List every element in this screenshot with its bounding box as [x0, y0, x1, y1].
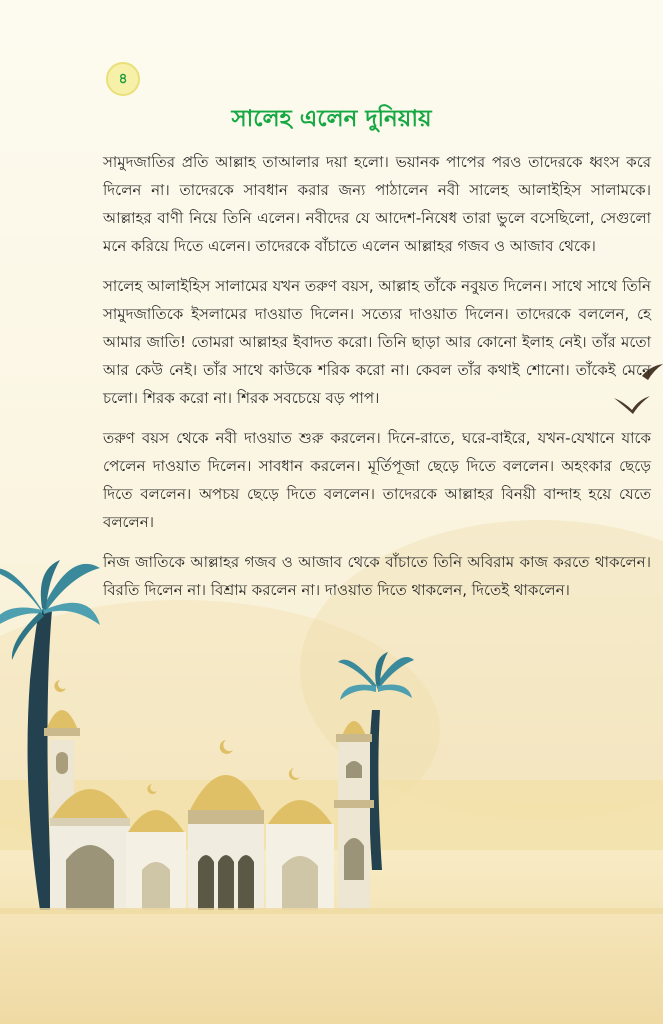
crescent-icon — [289, 768, 300, 780]
mosque-icon — [50, 740, 334, 910]
paragraph: সামুদজাতির প্রতি আল্লাহ তাআলার দয়া হলো। ভয়ানক পাপের পরও তাদেরকে ধ্বংস করে দিলেন না। তাদেরকে সাবধান করার জন্য পাঠালেন নবী সালেহ আলাইহিস সালামকে। আল্লাহর বাণী নিয়ে তিনি এলেন। নবীদের যে আদেশ-নিষেধ তারা ভুলে বসেছিলো, সেগুলো মনে করিয়ে দিতে এলেন। তাদেরকে বাঁচাতে এলেন আল্লাহর গজব ও আজাব থেকে। — [103, 153, 651, 255]
paragraph: নিজ জাতিকে আল্লাহর গজব ও আজাব থেকে বাঁচাতে তিনি অবিরাম কাজ করতে থাকলেন। বিরতি দিলেন না। বিশ্রাম করলেন না। দাওয়াত দিতে থাকলেন, দিতেই থাকলেন। — [103, 553, 651, 599]
paragraph: সালেহ আলাইহিস সালামের যখন তরুণ বয়স, আল্লাহ তাঁকে নবুয়ত দিলেন। সাথে সাথে তিনি সামুদজাতিকে ইসলামের দাওয়াত দিলেন। সত্যের দাওয়াত দিলেন। তাদেরকে বললেন, হে আমার জাতি! তোমরা আল্লাহর ইবাদত করো। তিনি ছাড়া আর কোনো ইলাহ নেই। তাঁর মতো আর কেউ নেই। তাঁর সাথে কাউকে শরিক করো না। কেবল তাঁর কথাই শোনো। তাঁকেই মেনে চলো। শিরক করো না। শিরক সবচেয়ে বড় পাপ। — [103, 277, 651, 407]
paragraph: তরুণ বয়স থেকে নবী দাওয়াত শুরু করলেন। দিনে-রাতে, ঘরে-বাইরে, যখন-যেখানে যাকে পেলেন দাওয়াত দিলেন। সাবধান করলেন। মূর্তিপূজা ছেড়ে দিতে বললেন। অহংকার ছেড়ে দিতে বললেন। অপচয় ছেড়ে দিতে বললেন। তাদেরকে আল্লাহর বিনয়ী বান্দাহ হয়ে যেতে বললেন। — [103, 429, 651, 531]
mosque-scene-illustration — [0, 540, 663, 1024]
crescent-icon — [220, 740, 233, 754]
crescent-icon — [54, 680, 66, 692]
minaret — [334, 721, 374, 910]
page-number: ৪ — [106, 62, 140, 96]
crescent-icon — [147, 784, 157, 794]
page-title: সালেহ এলেন দুনিয়ায় — [231, 106, 432, 132]
